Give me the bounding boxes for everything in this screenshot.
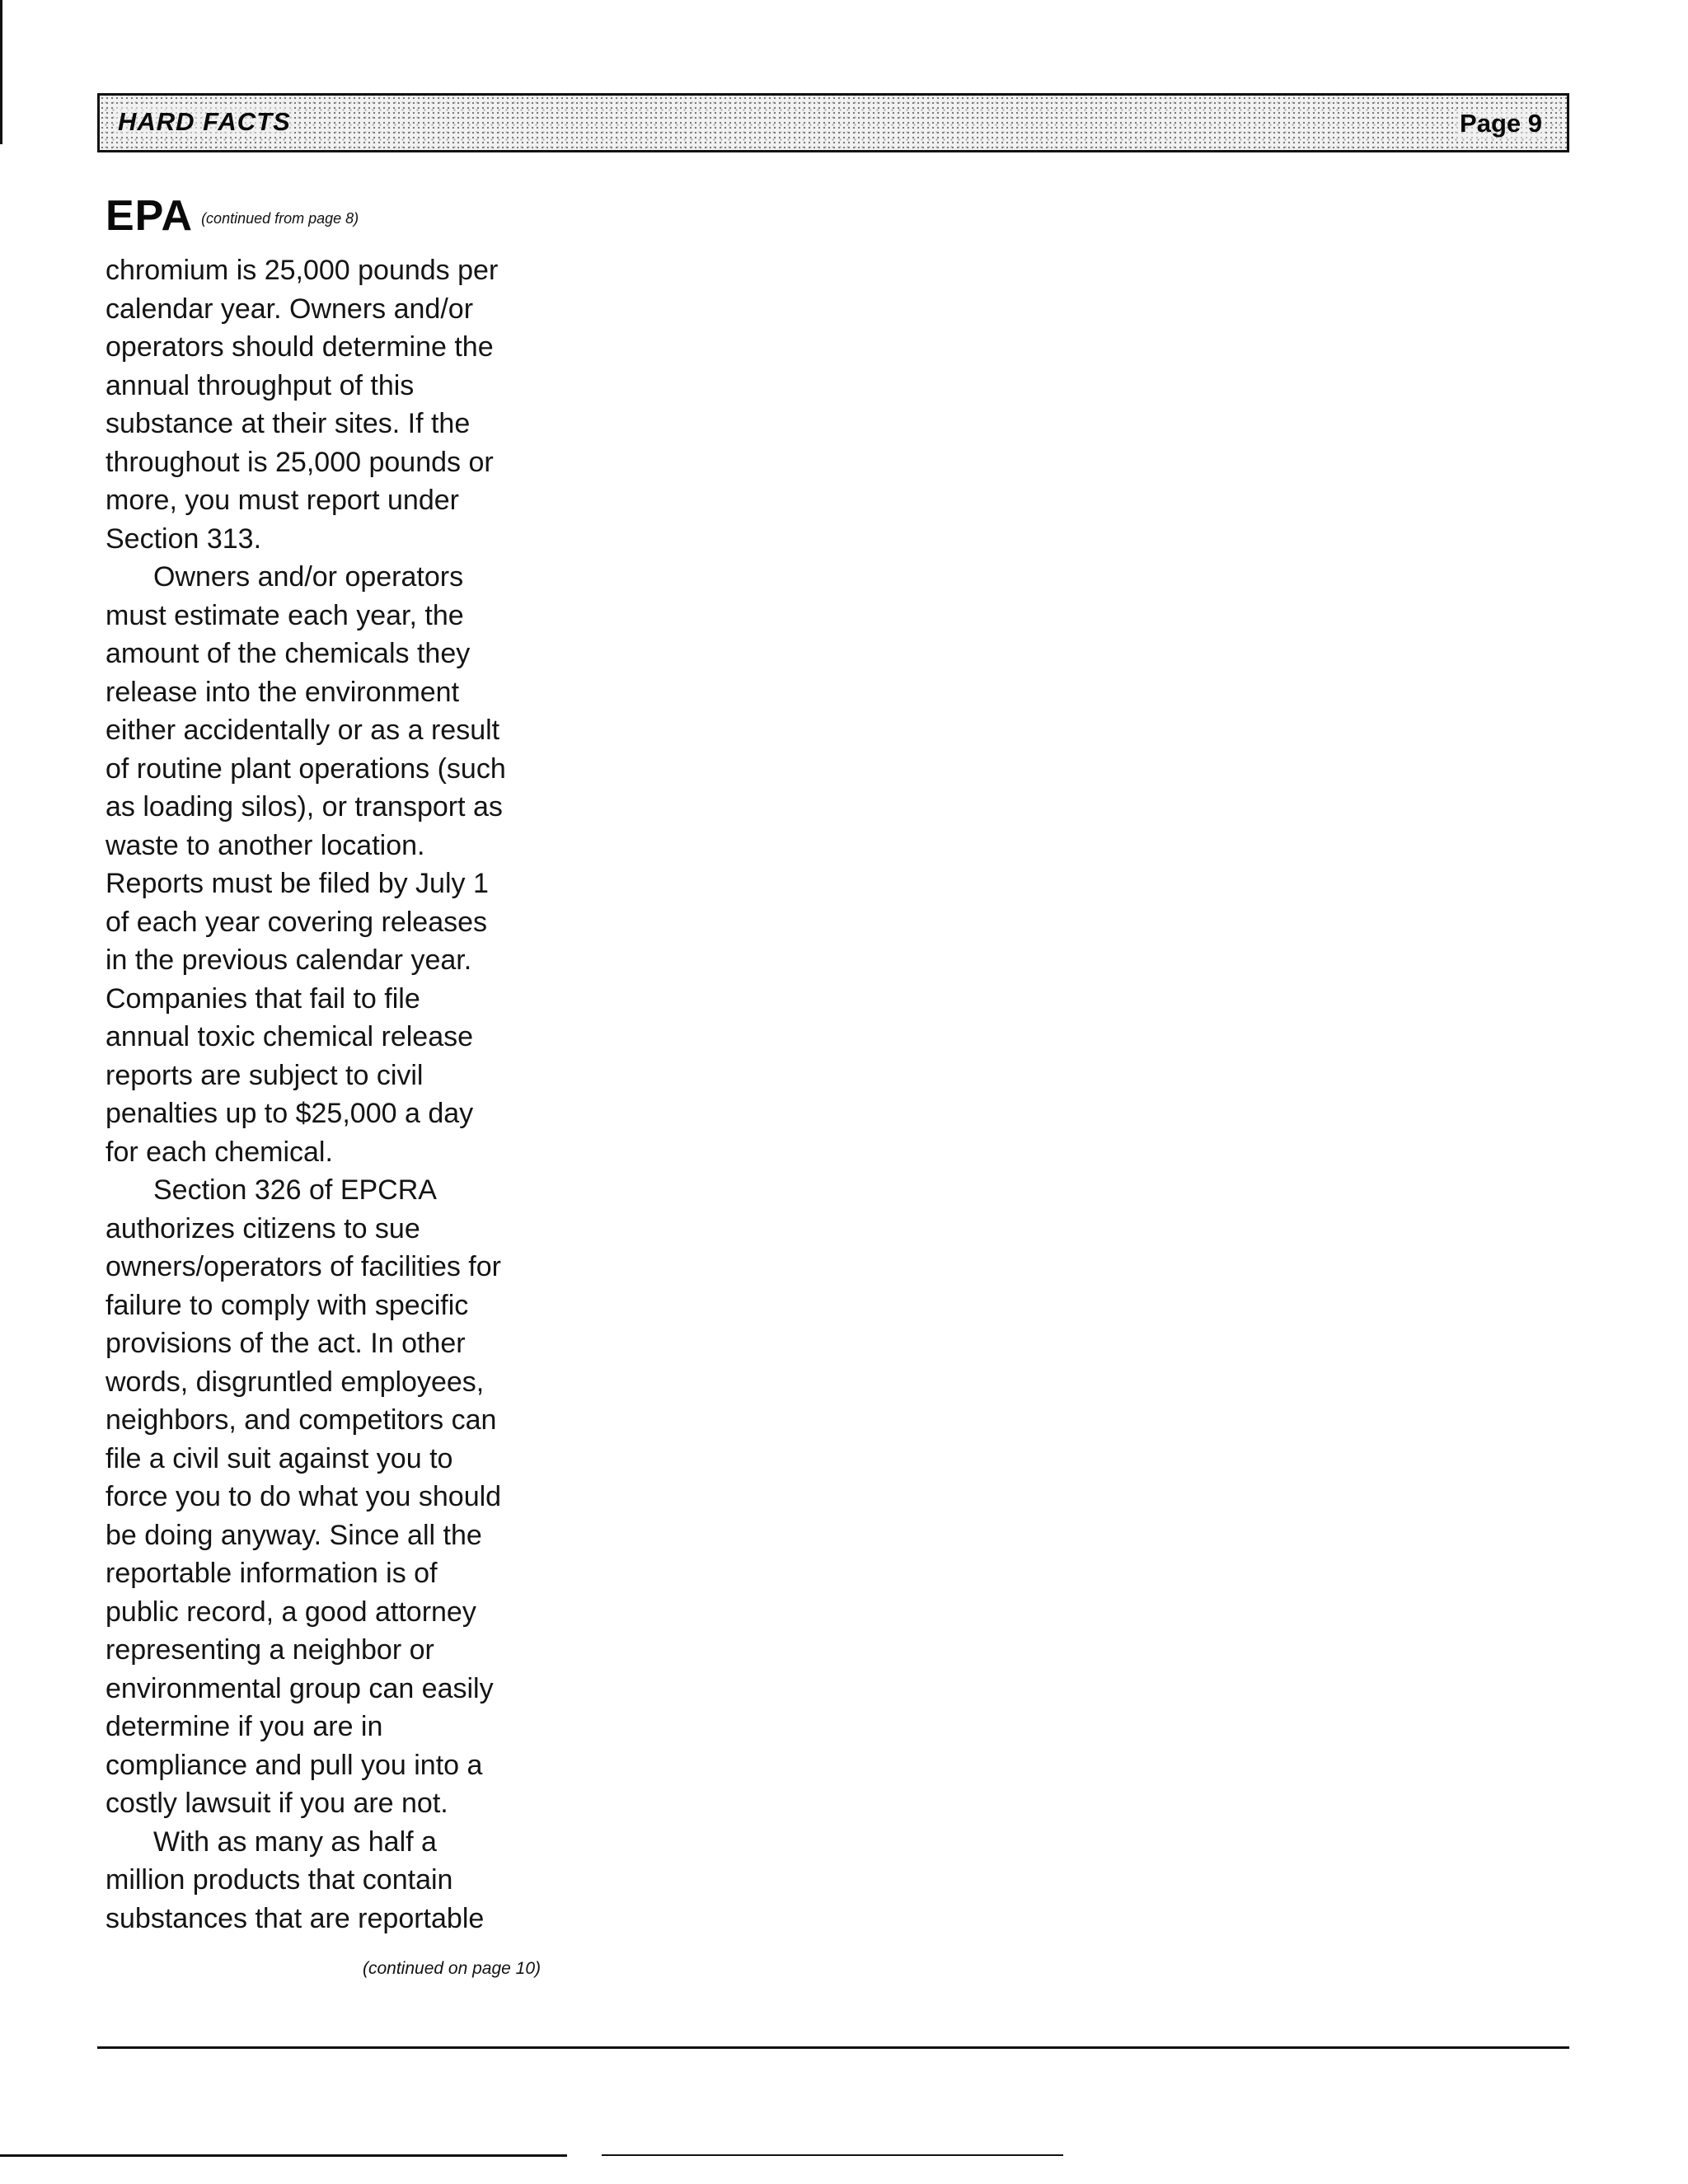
paragraph-line: annual toxic chemical release — [106, 1021, 474, 1052]
article-paragraph — [106, 1171, 608, 1823]
article-paragraph — [106, 1823, 608, 1938]
paragraph-line: public record, a good attorney — [106, 1596, 476, 1628]
paragraph-line: amount of the chemicals they — [106, 638, 471, 669]
paragraph-line: annual throughput of this — [106, 369, 415, 401]
continued-from-note: (continued from page 8) — [201, 210, 359, 227]
footer-rule — [97, 2046, 1569, 2049]
paragraph-line: reports are subject to civil — [106, 1059, 424, 1091]
article-paragraph — [106, 251, 608, 558]
paragraph-line: determine if you are in — [106, 1711, 383, 1742]
paragraph-line: neighbors, and competitors can — [106, 1404, 497, 1436]
newsletter-title: HARD FACTS — [115, 107, 294, 137]
paragraph-line: calendar year. Owners and/or — [106, 293, 474, 325]
paragraph-line: compliance and pull you into a — [106, 1749, 483, 1781]
paragraph-line: With as many as half a — [153, 1825, 437, 1858]
paragraph-line: words, disgruntled employees, — [106, 1366, 485, 1398]
paragraph-line: either accidentally or as a result — [106, 715, 500, 746]
paragraph-line: release into the environment — [106, 676, 460, 708]
article-epa — [106, 191, 608, 1938]
paragraph-line: authorizes citizens to sue — [106, 1212, 420, 1244]
paragraph-line: must estimate each year, the — [106, 599, 464, 631]
paragraph-line: waste to another location. — [106, 829, 425, 861]
paragraph-line: Section 326 of EPCRA — [153, 1174, 437, 1206]
article-heading — [106, 191, 608, 251]
paragraph-line: substances that are reportable — [106, 1902, 485, 1934]
paragraph-line: reportable information is of — [106, 1558, 438, 1589]
paragraph-line: owners/operators of facilities for — [106, 1251, 501, 1282]
paragraph-line: in the previous calendar year. — [106, 944, 472, 976]
paragraph-line: failure to comply with specific — [106, 1289, 469, 1321]
paragraph-line: of routine plant operations (such — [106, 752, 506, 785]
paragraph-line: environmental group can easily — [106, 1672, 494, 1704]
scan-left-edge-line — [0, 0, 2, 144]
bottom-rule-left — [0, 2154, 567, 2157]
paragraph-line: Section 313. — [106, 523, 262, 555]
paragraph-line: as loading silos), or transport as — [106, 791, 503, 823]
paragraph-line: of each year covering releases — [106, 906, 488, 938]
paragraph-line: costly lawsuit if you are not. — [106, 1788, 448, 1819]
paragraph-line: file a civil suit against you to — [106, 1442, 453, 1474]
paragraph-line: Reports must be filed by July 1 — [106, 868, 489, 899]
paragraph-line: penalties up to $25,000 a day — [106, 1098, 474, 1129]
page-number: Page 9 — [1456, 109, 1545, 138]
paragraph-line: Owners and/or operators — [153, 561, 464, 593]
paragraph-line: operators should determine the — [106, 331, 494, 363]
paragraph-line: Companies that fail to file — [106, 982, 420, 1015]
paragraph-line: substance at their sites. If the — [106, 408, 471, 439]
paragraph-line: force you to do what you should — [106, 1481, 502, 1512]
page-header-bar — [97, 93, 1569, 152]
bottom-rule-right — [602, 2154, 1063, 2156]
paragraph-line: representing a neighbor or — [106, 1634, 434, 1666]
paragraph-line: be doing anyway. Since all the — [106, 1519, 482, 1551]
continued-to-note: (continued on page 10) — [363, 1959, 541, 1978]
paragraph-line: million products that contain — [106, 1864, 453, 1896]
article-body — [106, 251, 608, 1938]
paragraph-line: provisions of the act. In other — [106, 1328, 466, 1359]
article-title: EPA — [106, 192, 194, 240]
paragraph-line: chromium is 25,000 pounds per — [106, 255, 499, 286]
paragraph-line: more, you must report under — [106, 485, 459, 516]
paragraph-line: for each chemical. — [106, 1136, 333, 1168]
article-paragraph — [106, 558, 608, 1171]
paragraph-line: throughout is 25,000 pounds or — [106, 446, 494, 478]
